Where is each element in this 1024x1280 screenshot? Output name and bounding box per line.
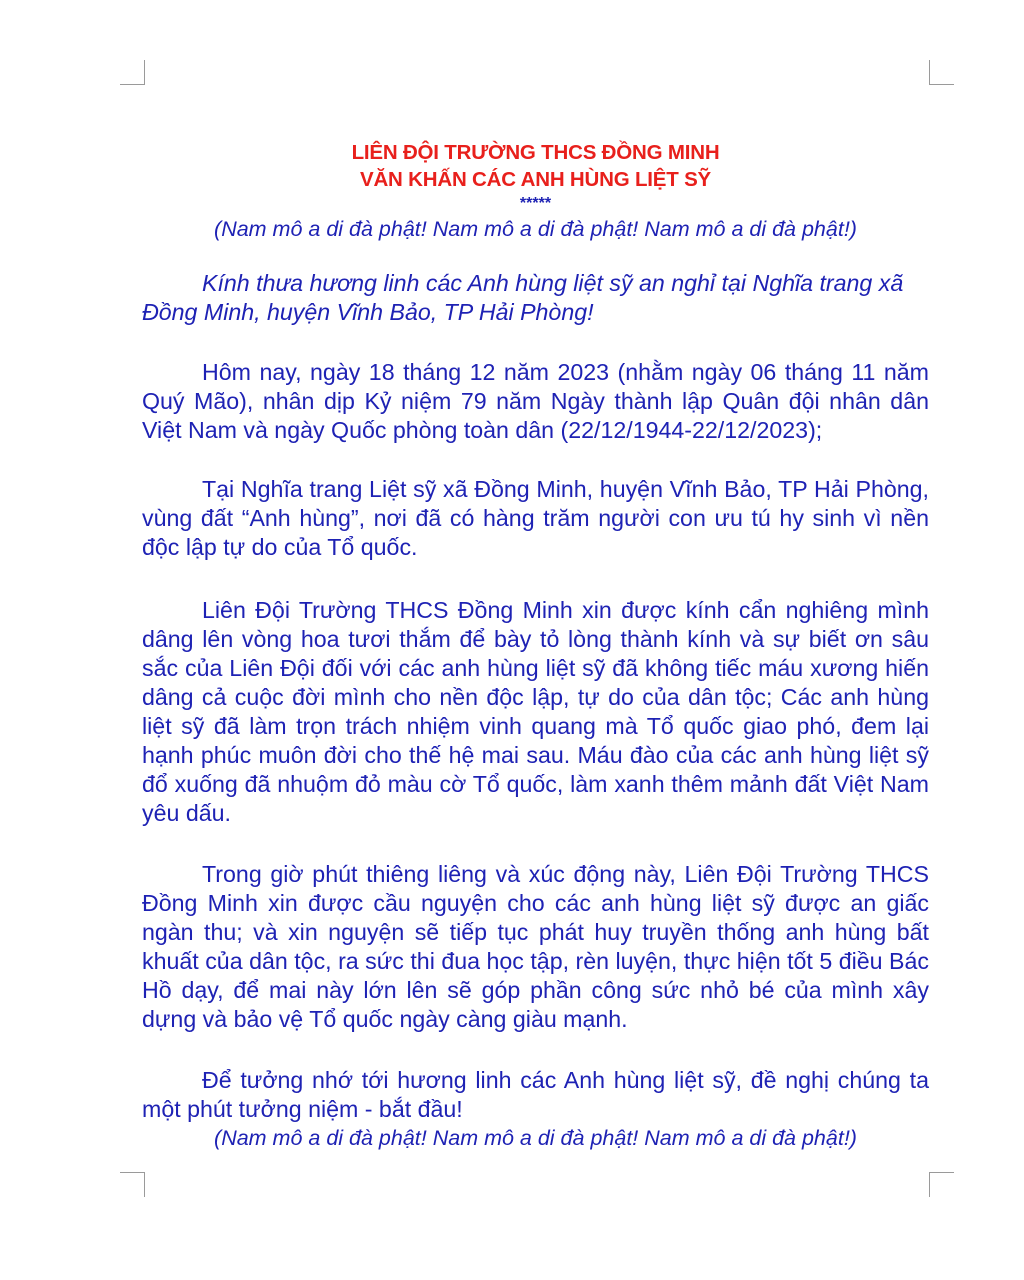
- opening-invocation: (Nam mô a di đà phật! Nam mô a di đà phật! Nam mô a di đà phật!): [214, 217, 857, 241]
- paragraph-location: Tại Nghĩa trang Liệt sỹ xã Đồng Minh, huyện Vĩnh Bảo, TP Hải Phòng, vùng đất “Anh hùng”, nơi đã có hàng trăm người con ưu tú hy sinh vì nền độc lập tự do của Tổ quốc.: [142, 476, 929, 560]
- closing-invocation: (Nam mô a di đà phật! Nam mô a di đà phật! Nam mô a di đà phật!): [214, 1126, 857, 1150]
- paragraph-prayer: Trong giờ phút thiêng liêng và xúc động này, Liên Đội Trường THCS Đồng Minh xin được cầu nguyện cho các anh hùng liệt sỹ được an giấc ngàn thu; và xin nguyện sẽ tiếp tục phát huy truyền thống anh hùng bất khuất của dân tộc, ra sức thi đua học tập, rèn luyện, thực hiện tốt 5 điều Bác Hồ dạy, để mai này lớn lên sẽ góp phần công sức nhỏ bé của mình xây dựng và bảo vệ Tổ quốc ngày càng giàu mạnh.: [142, 861, 929, 1032]
- salutation: Kính thưa hương linh các Anh hùng liệt sỹ an nghỉ tại Nghĩa trang xã Đồng Minh, huyện Vĩnh Bảo, TP Hải Phòng!: [142, 270, 904, 325]
- title-line-2: VĂN KHẤN CÁC ANH HÙNG LIỆT SỸ: [359, 168, 712, 191]
- crop-mark-bottom-right: [929, 1172, 954, 1197]
- crop-mark-bottom-left: [120, 1172, 145, 1197]
- crop-mark-top-left: [120, 60, 145, 85]
- document-body: [142, 139, 929, 1152]
- paragraph-tribute: Liên Đội Trường THCS Đồng Minh xin được kính cẩn nghiêng mình dâng lên vòng hoa tươi thắm để bày tỏ lòng thành kính và sự biết ơn sâu sắc của Liên Đội đối với các anh hùng liệt sỹ đã không tiếc máu xương hiến dâng cả cuộc đời mình cho nền độc lập, tự do của dân tộc; Các anh hùng liệt sỹ đã làm trọn trách nhiệm vinh quang mà Tổ quốc giao phó, đem lại hạnh phúc muôn đời cho thế hệ mai sau. Máu đào của các anh hùng liệt sỹ đổ xuống đã nhuộm đỏ màu cờ Tổ quốc, làm xanh thêm mảnh đất Việt Nam yêu dấu.: [142, 597, 929, 826]
- title-line-1: LIÊN ĐỘI TRƯỜNG THCS ĐỒNG MINH: [351, 141, 720, 164]
- paragraph-moment-of-silence: Để tưởng nhớ tới hương linh các Anh hùng liệt sỹ, đề nghị chúng ta một phút tưởng niệm - bắt đầu!: [142, 1067, 929, 1122]
- paragraph-date: Hôm nay, ngày 18 tháng 12 năm 2023 (nhằm ngày 06 tháng 11 năm Quý Mão), nhân dịp Kỷ niệm 79 năm Ngày thành lập Quân đội nhân dân Việt Nam và ngày Quốc phòng toàn dân (22/12/1944-22/12/2023);: [142, 359, 929, 443]
- separator-stars: *****: [519, 195, 552, 212]
- crop-mark-top-right: [929, 60, 954, 85]
